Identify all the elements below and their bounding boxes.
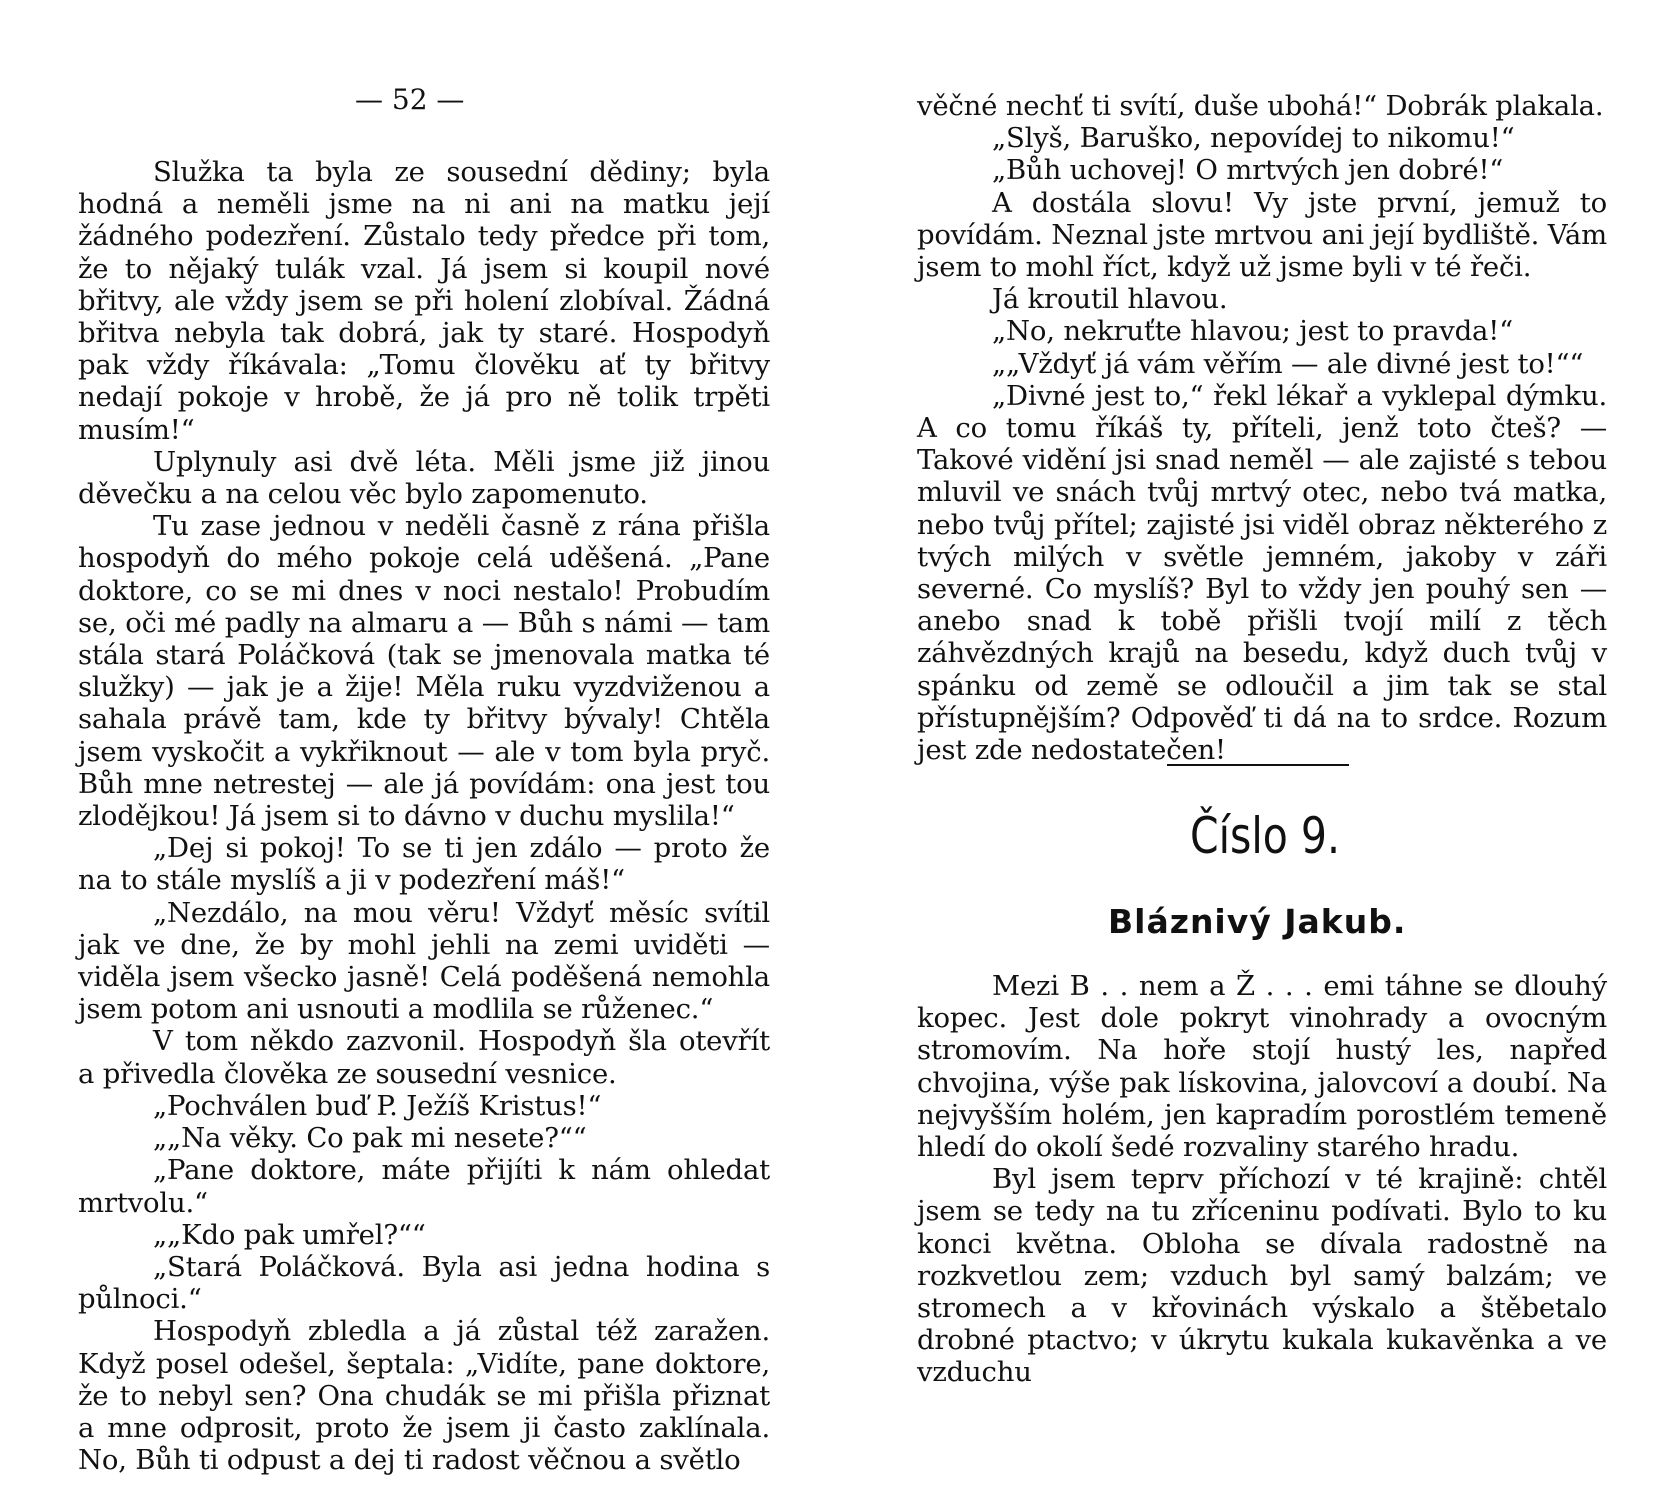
paragraph: „Divné jest to,“ řekl lékař a vyklepal dýmku. A co tomu říkáš ty, příteli, jenž toto čteš? — Takové vidění jsi snad neměl — ale zajisté s tebou mluvil ve snách tvůj mrtvý otec, nebo tvá matka, nebo tvůj přítel; zajisté jsi viděl obraz některého z tvých milých v světle jemném, jakoby v záři severné. Co myslíš? Byl to vždy jen pouhý sen — anebo snad k tobě přišli tvojí milí z těch záhvězdných krajů na besedu, když duch tvůj v spánku od země se odloučil a jim tak se stal přístupnějším? Odpověď ti dá na to srdce. Rozum jest zde nedostatečen!: [917, 379, 1607, 767]
paragraph: Služka ta byla ze sousední dědiny; byla hodná a neměli jsme na ni ani na matku její žádného podezření. Zůstalo tedy předce při tom, že to nějaký tulák vzal. Já jsem si koupil nové břitvy, ale vždy jsem se při holení zlobíval. Žádná břitva nebyla tak dobrá, jak ty staré. Hospodyň pak vždy říkávala: „Tomu člověku ať ty břitvy nedají pokoje v hrobě, že já pro ně tolik trpěti musím!“: [78, 156, 770, 446]
page-number: — 52 —: [355, 83, 465, 116]
paragraph: Tu zase jednou v neděli časně z rána přišla hospodyň do mého pokoje celá uděšená. „Pane doktore, co se mi dnes v noci nestalo! Probudím se, oči mé padly na almaru a — Bůh s námi — tam stála stará Poláčková (tak se jmenovala matka té služky) — jak je a žije! Měla ruku vyzdviženou a sahala právě tam, kde ty břitvy bývaly! Chtěla jsem vyskočit a vykřiknout — ale v tom byla pryč. Bůh mne netrestej — ale já povídám: ona jest tou zlodějkou! Já jsem si to dávno v duchu myslila!“: [78, 510, 770, 833]
paragraph: „„Na věky. Co pak mi nesete?““: [153, 1122, 587, 1155]
paragraph: Hospodyň zbledla a já zůstal též zaražen. Když posel odešel, šeptala: „Vidíte, pane doktore, že to nebyl sen? Ona chudák se mi přišla přiznat a mne odprosit, proto že jsem ji často zaklínala. No, Bůh ti odpust a dej ti radost věčnou a světlo: [78, 1315, 770, 1477]
paragraph: „Stará Poláčková. Byla asi jedna hodina s půlnoci.“: [78, 1250, 770, 1316]
paragraph: „Pane doktore, máte přijíti k nám ohledat mrtvolu.“: [78, 1154, 770, 1219]
paragraph: „Bůh uchovej! O mrtvých jen dobré!“: [992, 154, 1504, 187]
right-page: [838, 0, 1676, 1500]
story-title: Bláznivý Jakub.: [1108, 902, 1407, 941]
paragraph: „Nezdálo, na mou věru! Vždyť měsíc svítil jak ve dne, že by mohl jehli na zemi uviděti — viděla jsem všecko jasně! Celá poděšená nemohla jsem potom ani usnouti a modlila se růženec.“: [78, 896, 770, 1026]
paragraph: „„Vždyť já vám věřím — ale divné jest to!““: [992, 347, 1584, 380]
left-text-column: [78, 156, 770, 1476]
paragraph: V tom někdo zazvonil. Hospodyň šla otevřít a přivedla člověka ze sousední vesnice.: [78, 1025, 770, 1090]
paragraph: Byl jsem teprv příchozí v té krajině: chtěl jsem se tedy na tu zříceninu podívati. Bylo to ku konci května. Obloha se dívala radostně na rozkvetlou zem; vzduch byl samý balzám; ve stromech a v křovinách výskalo a štěbetalo drobné ptactvo; v úkrytu kukala kukavěnka a ve vzduchu: [917, 1163, 1607, 1389]
paragraph: „Dej si pokoj! To se ti jen zdálo — proto že na to stále myslíš a ji v podezření máš!“: [78, 832, 770, 897]
paragraph: „„Kdo pak umřel?““: [153, 1218, 426, 1251]
paragraph: Mezi B . . nem a Ž . . . emi táhne se dlouhý kopec. Jest dole pokryt vinohrady a ovocným stromovím. Na hoře stojí hustý les, napřed chvojina, výše pak lískovina, jalovcoví a doubí. Na nejvyšším holém, jen kapradím porostlém temeně hledí do okolí šedé rozvaliny starého hradu.: [917, 970, 1607, 1164]
section-divider: [1167, 764, 1349, 766]
paragraph: „Slyš, Baruško, nepovídej to nikomu!“: [992, 122, 1515, 155]
paragraph: „Pochválen buď P. Ježíš Kristus!“: [153, 1089, 602, 1122]
paragraph: Já kroutil hlavou.: [992, 283, 1228, 316]
paragraph: „No, nekruťte hlavou; jest to pravda!“: [992, 315, 1513, 348]
chapter-title: Číslo 9.: [1190, 807, 1341, 865]
paragraph: věčné nechť ti svítí, duše ubohá!“ Dobrák plakala.: [917, 90, 1604, 122]
paragraph: Uplynuly asi dvě léta. Měli jsme již jinou děvečku a na celou věc bylo zapomenuto.: [78, 445, 770, 511]
right-text-column-top: [917, 90, 1607, 766]
paragraph: A dostála slovu! Vy jste první, jemuž to povídám. Neznal jste mrtvou ani její bydliště. Vám jsem to mohl říct, když už jsme byli v té řeči.: [917, 186, 1607, 284]
